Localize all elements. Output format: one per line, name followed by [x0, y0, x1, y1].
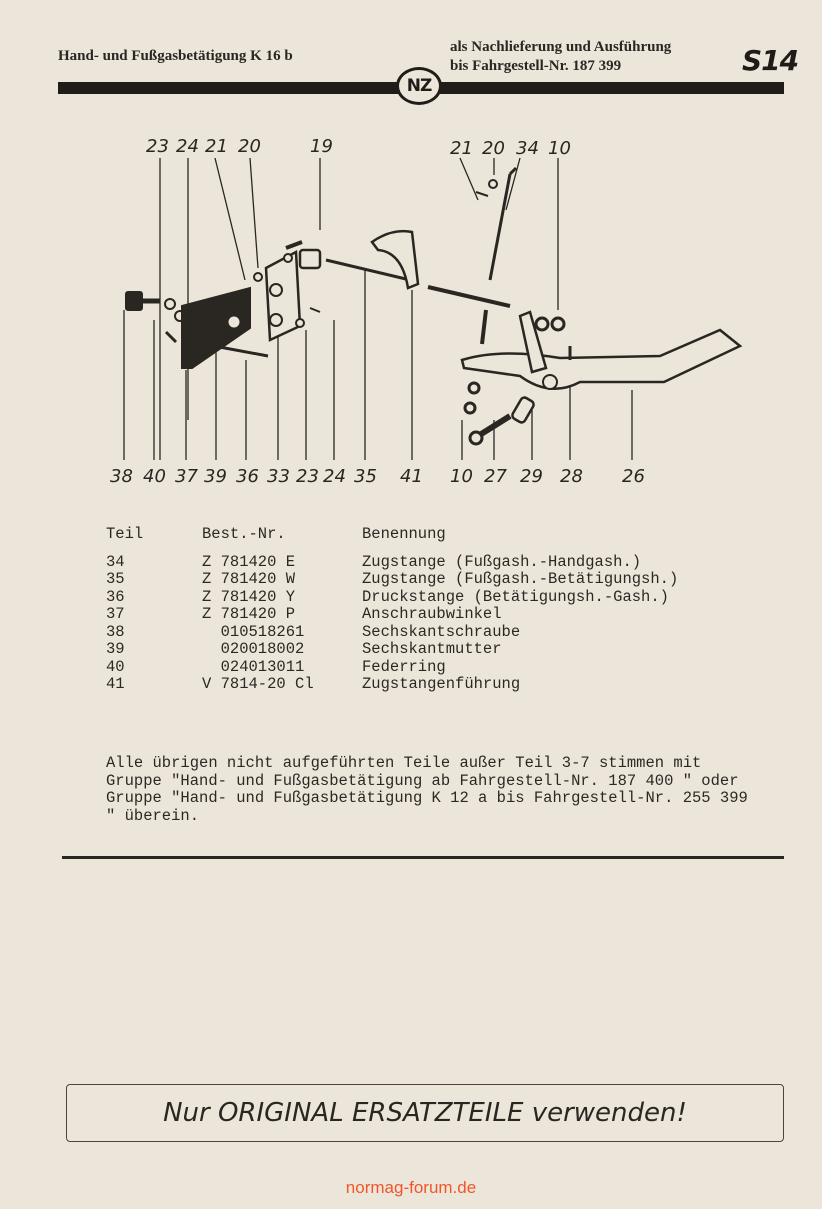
col-header-benennung: Benennung [362, 525, 446, 543]
callout-33: 33 [267, 466, 290, 487]
col-header-best-nr: Best.-Nr. [202, 525, 286, 543]
callout-27: 27 [484, 466, 507, 487]
subtitle-line-2: bis Fahrgestell-Nr. 187 399 [450, 58, 622, 74]
callout-24-top: 24 [176, 136, 199, 157]
callout-19: 19 [310, 136, 333, 157]
callout-35: 35 [354, 466, 377, 487]
callout-37: 37 [175, 466, 198, 487]
callout-36: 36 [236, 466, 259, 487]
exploded-parts-diagram [0, 120, 822, 500]
logo-text: NZ [406, 76, 432, 96]
part-name: Zugstange (Fußgash.-Betätigungsh.) [362, 570, 679, 588]
section-subtitle [450, 38, 671, 76]
order-no: Z 781420 Y [202, 587, 296, 606]
part-name: Sechskantmutter [362, 640, 502, 658]
part-no: 39 [106, 640, 125, 658]
part-no: 36 [106, 587, 125, 606]
table-row [106, 641, 678, 659]
callout-10-bottom: 10 [450, 466, 473, 487]
callout-21-top: 21 [205, 136, 228, 157]
callout-29: 29 [520, 466, 543, 487]
order-no: Z 781420 W [202, 570, 296, 588]
col-header-teil: Teil [106, 525, 144, 543]
subtitle-line-1: als Nachlieferung und Ausführung [450, 39, 672, 55]
part-no: 35 [106, 570, 125, 588]
part-name: Druckstange (Betätigungsh.-Gash.) [362, 587, 669, 606]
callout-23-top: 23 [146, 136, 169, 157]
order-no: 024013011 [202, 657, 305, 676]
table-row [106, 606, 678, 624]
order-no: V 7814-20 Cl [202, 675, 314, 693]
section-rule [62, 856, 784, 859]
callout-24-bottom: 24 [323, 466, 346, 487]
callout-28: 28 [560, 466, 583, 487]
callout-41: 41 [400, 466, 423, 487]
callout-26: 26 [622, 466, 645, 487]
table-row [106, 624, 678, 642]
callout-34: 34 [516, 138, 539, 159]
part-no: 34 [106, 552, 125, 571]
part-name: Anschraubwinkel [362, 605, 502, 623]
order-no: 010518261 [202, 622, 305, 641]
callout-21-right: 21 [450, 138, 473, 159]
table-row [106, 676, 678, 694]
order-no: 020018002 [202, 640, 305, 658]
part-name: Sechskantschraube [362, 622, 521, 641]
section-title: Hand- und Fußgasbetätigung K 16 b [58, 48, 293, 64]
part-no: 37 [106, 605, 125, 623]
original-parts-banner [66, 1084, 784, 1142]
nz-logo [396, 67, 442, 105]
table-row [106, 659, 678, 677]
order-no: Z 781420 E [202, 552, 296, 571]
callout-10-top: 10 [548, 138, 571, 159]
part-name: Zugstangenführung [362, 675, 521, 693]
watermark-footer: normag-forum.de [345, 1178, 477, 1197]
part-no: 41 [106, 675, 125, 693]
part-no: 40 [106, 657, 125, 676]
page-number: S14 [742, 44, 799, 77]
table-row [106, 589, 678, 607]
callout-39: 39 [204, 466, 227, 487]
part-no: 38 [106, 622, 125, 641]
callout-20-right: 20 [482, 138, 505, 159]
order-no: Z 781420 P [202, 605, 296, 623]
callout-23-bottom: 23 [296, 466, 319, 487]
parts-table [106, 526, 678, 694]
table-row [106, 571, 678, 589]
banner-text: Nur ORIGINAL ERSATZTEILE verwenden! [163, 1098, 687, 1128]
table-header-row [106, 526, 678, 554]
table-row [106, 554, 678, 572]
callout-40: 40 [143, 466, 166, 487]
compatibility-note: Alle übrigen nicht aufgeführten Teile außer Teil 3-7 stimmen mit Gruppe "Hand- und Fußgasbetätigung ab Fahrgestell-Nr. 187 400 " oder Gruppe "Hand- und Fußgasbetätigung K 12 a bis Fahrgestell-Nr. 255 399 " überein. [106, 754, 748, 825]
callout-38: 38 [110, 466, 133, 487]
part-name: Federring [362, 657, 446, 676]
callout-20-top: 20 [238, 136, 261, 157]
part-name: Zugstange (Fußgash.-Handgash.) [362, 552, 642, 571]
